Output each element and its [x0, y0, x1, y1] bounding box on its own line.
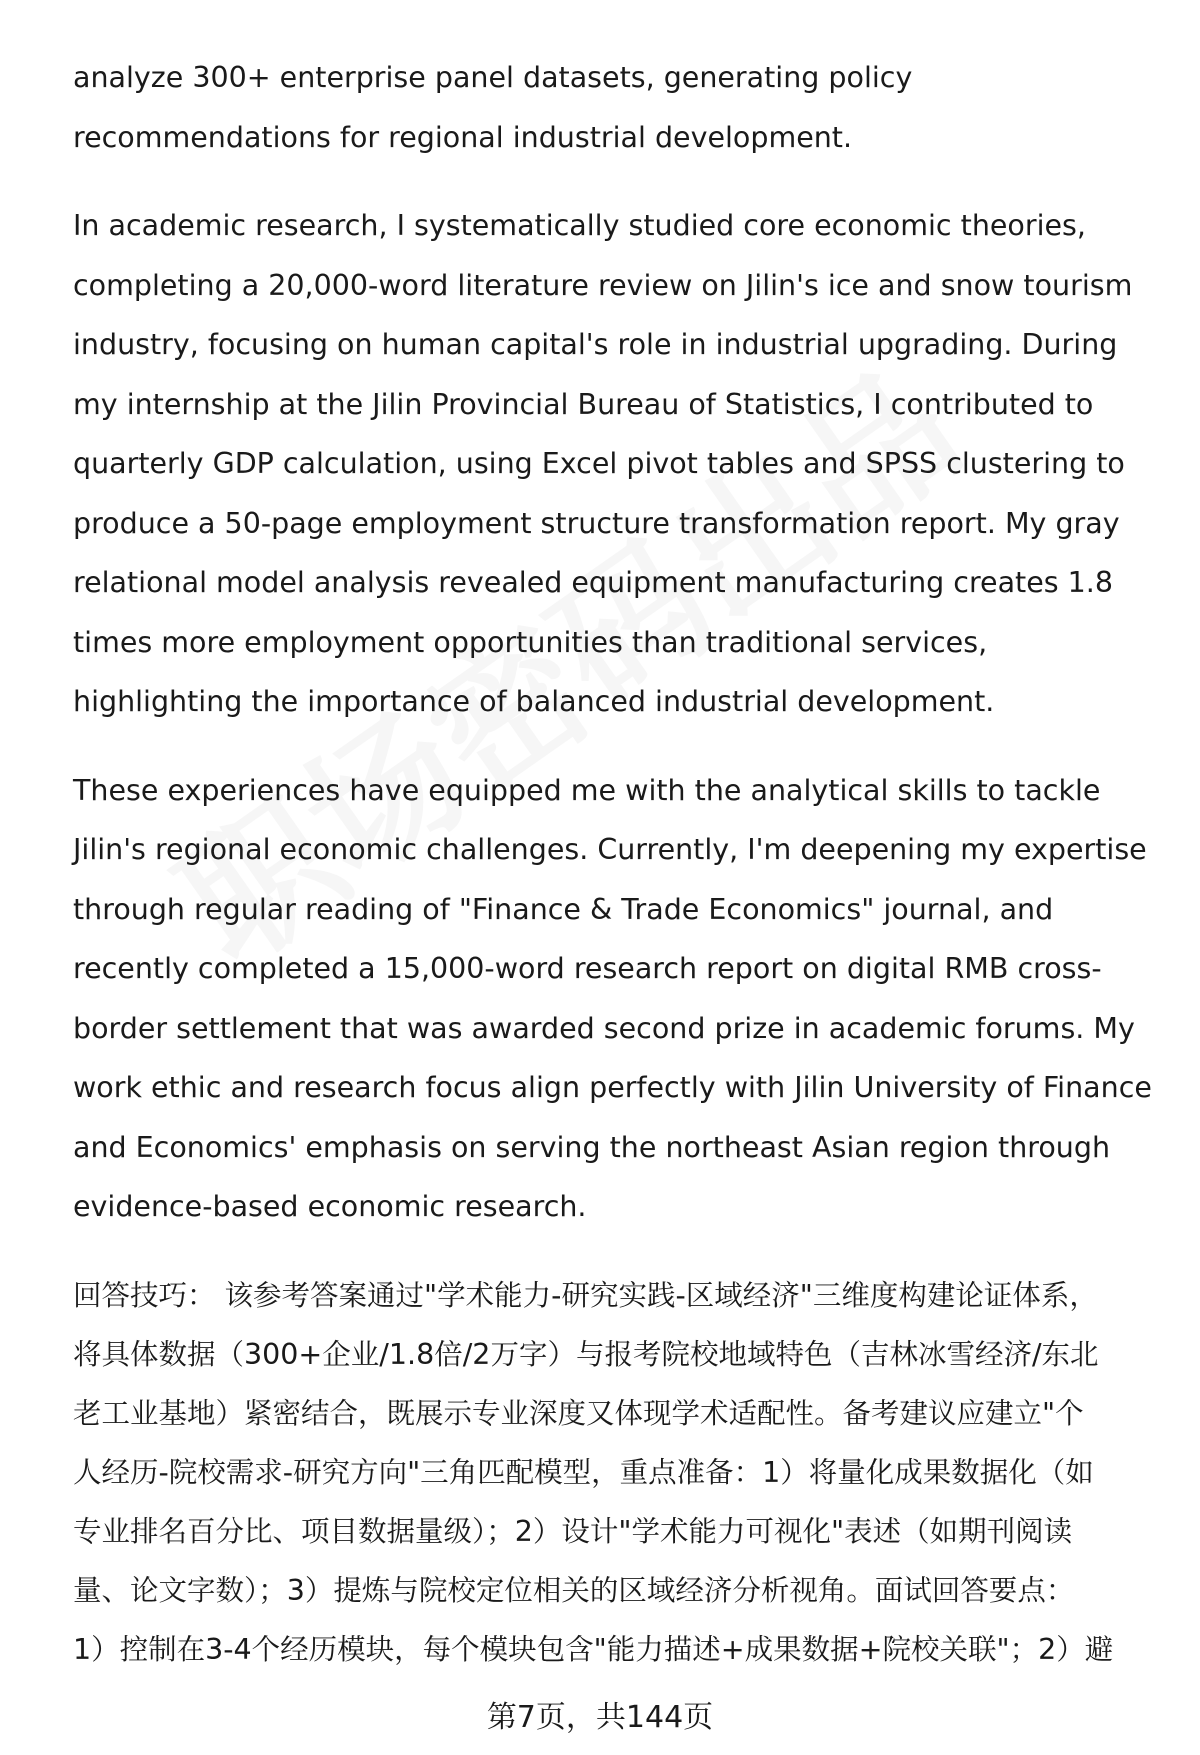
text-line: highlighting the importance of balanced industrial development. — [73, 685, 995, 718]
text-line: analyze 300+ enterprise panel datasets, generating policy — [73, 61, 913, 94]
text-line: In academic research, I systematically studied core economic theories, — [73, 209, 1086, 242]
tips-line: 人经历-院校需求-研究方向"三角匹配模型，重点准备：1）将量化成果数据化（如 — [73, 1455, 1094, 1489]
tips-line: 1）控制在3-4个经历模块，每个模块包含"能力描述+成果数据+院校关联"；2）避 — [73, 1632, 1114, 1666]
text-line: quarterly GDP calculation, using Excel pivot tables and SPSS clustering to — [73, 447, 1125, 480]
text-line: produce a 50-page employment structure transformation report. My gray — [73, 506, 1120, 540]
text-line: recommendations for regional industrial development. — [73, 120, 853, 154]
text-line: recently completed a 15,000-word research report on digital RMB cross- — [73, 952, 1102, 985]
text-line: relational model analysis revealed equipment manufacturing creates 1.8 — [73, 566, 1113, 599]
text-line: times more employment opportunities than traditional services, — [73, 625, 988, 659]
tips-line: 专业排名百分比、项目数据量级）；2）设计"学术能力可视化"表述（如期刊阅读 — [73, 1514, 1073, 1548]
text-line: through regular reading of "Finance & Trade Economics" journal, and — [73, 892, 1054, 926]
paragraph-1 — [73, 48, 1153, 167]
text-line: These experiences have equipped me with the analytical skills to tackle — [73, 773, 1101, 807]
tips-line: 将具体数据（300+企业/1.8倍/2万字）与报考院校地域特色（吉林冰雪经济/东北 — [73, 1337, 1099, 1371]
text-line: border settlement that was awarded second prize in academic forums. My — [73, 1011, 1135, 1045]
text-line: and Economics' emphasis on serving the northeast Asian region through — [73, 1130, 1111, 1164]
paragraph-3 — [73, 761, 1153, 1237]
paragraph-2 — [73, 196, 1153, 732]
tips-line: 老工业基地）紧密结合，既展示专业深度又体现学术适配性。备考建议应建立"个 — [73, 1396, 1084, 1430]
text-line: Jilin's regional economic challenges. Currently, I'm deepening my expertise — [73, 833, 1147, 866]
text-line: completing a 20,000-word literature review on Jilin's ice and snow tourism — [73, 268, 1133, 302]
text-line: industry, focusing on human capital's role in industrial upgrading. During — [73, 328, 1118, 361]
text-line: evidence-based economic research. — [73, 1190, 587, 1223]
document-page — [73, 48, 1153, 1679]
tips-line: 回答技巧： 该参考答案通过"学术能力-研究实践-区域经济"三维度构建论证体系， — [73, 1278, 1098, 1312]
text-line: work ethic and research focus align perfectly with Jilin University of Finance — [73, 1071, 1152, 1104]
page-number-footer: 第7页，共144页 — [486, 1700, 714, 1735]
answer-tips — [73, 1266, 1153, 1679]
text-line: my internship at the Jilin Provincial Bureau of Statistics, I contributed to — [73, 387, 1094, 421]
tips-line: 量、论文字数）；3）提炼与院校定位相关的区域经济分析视角。面试回答要点： — [73, 1573, 1075, 1607]
